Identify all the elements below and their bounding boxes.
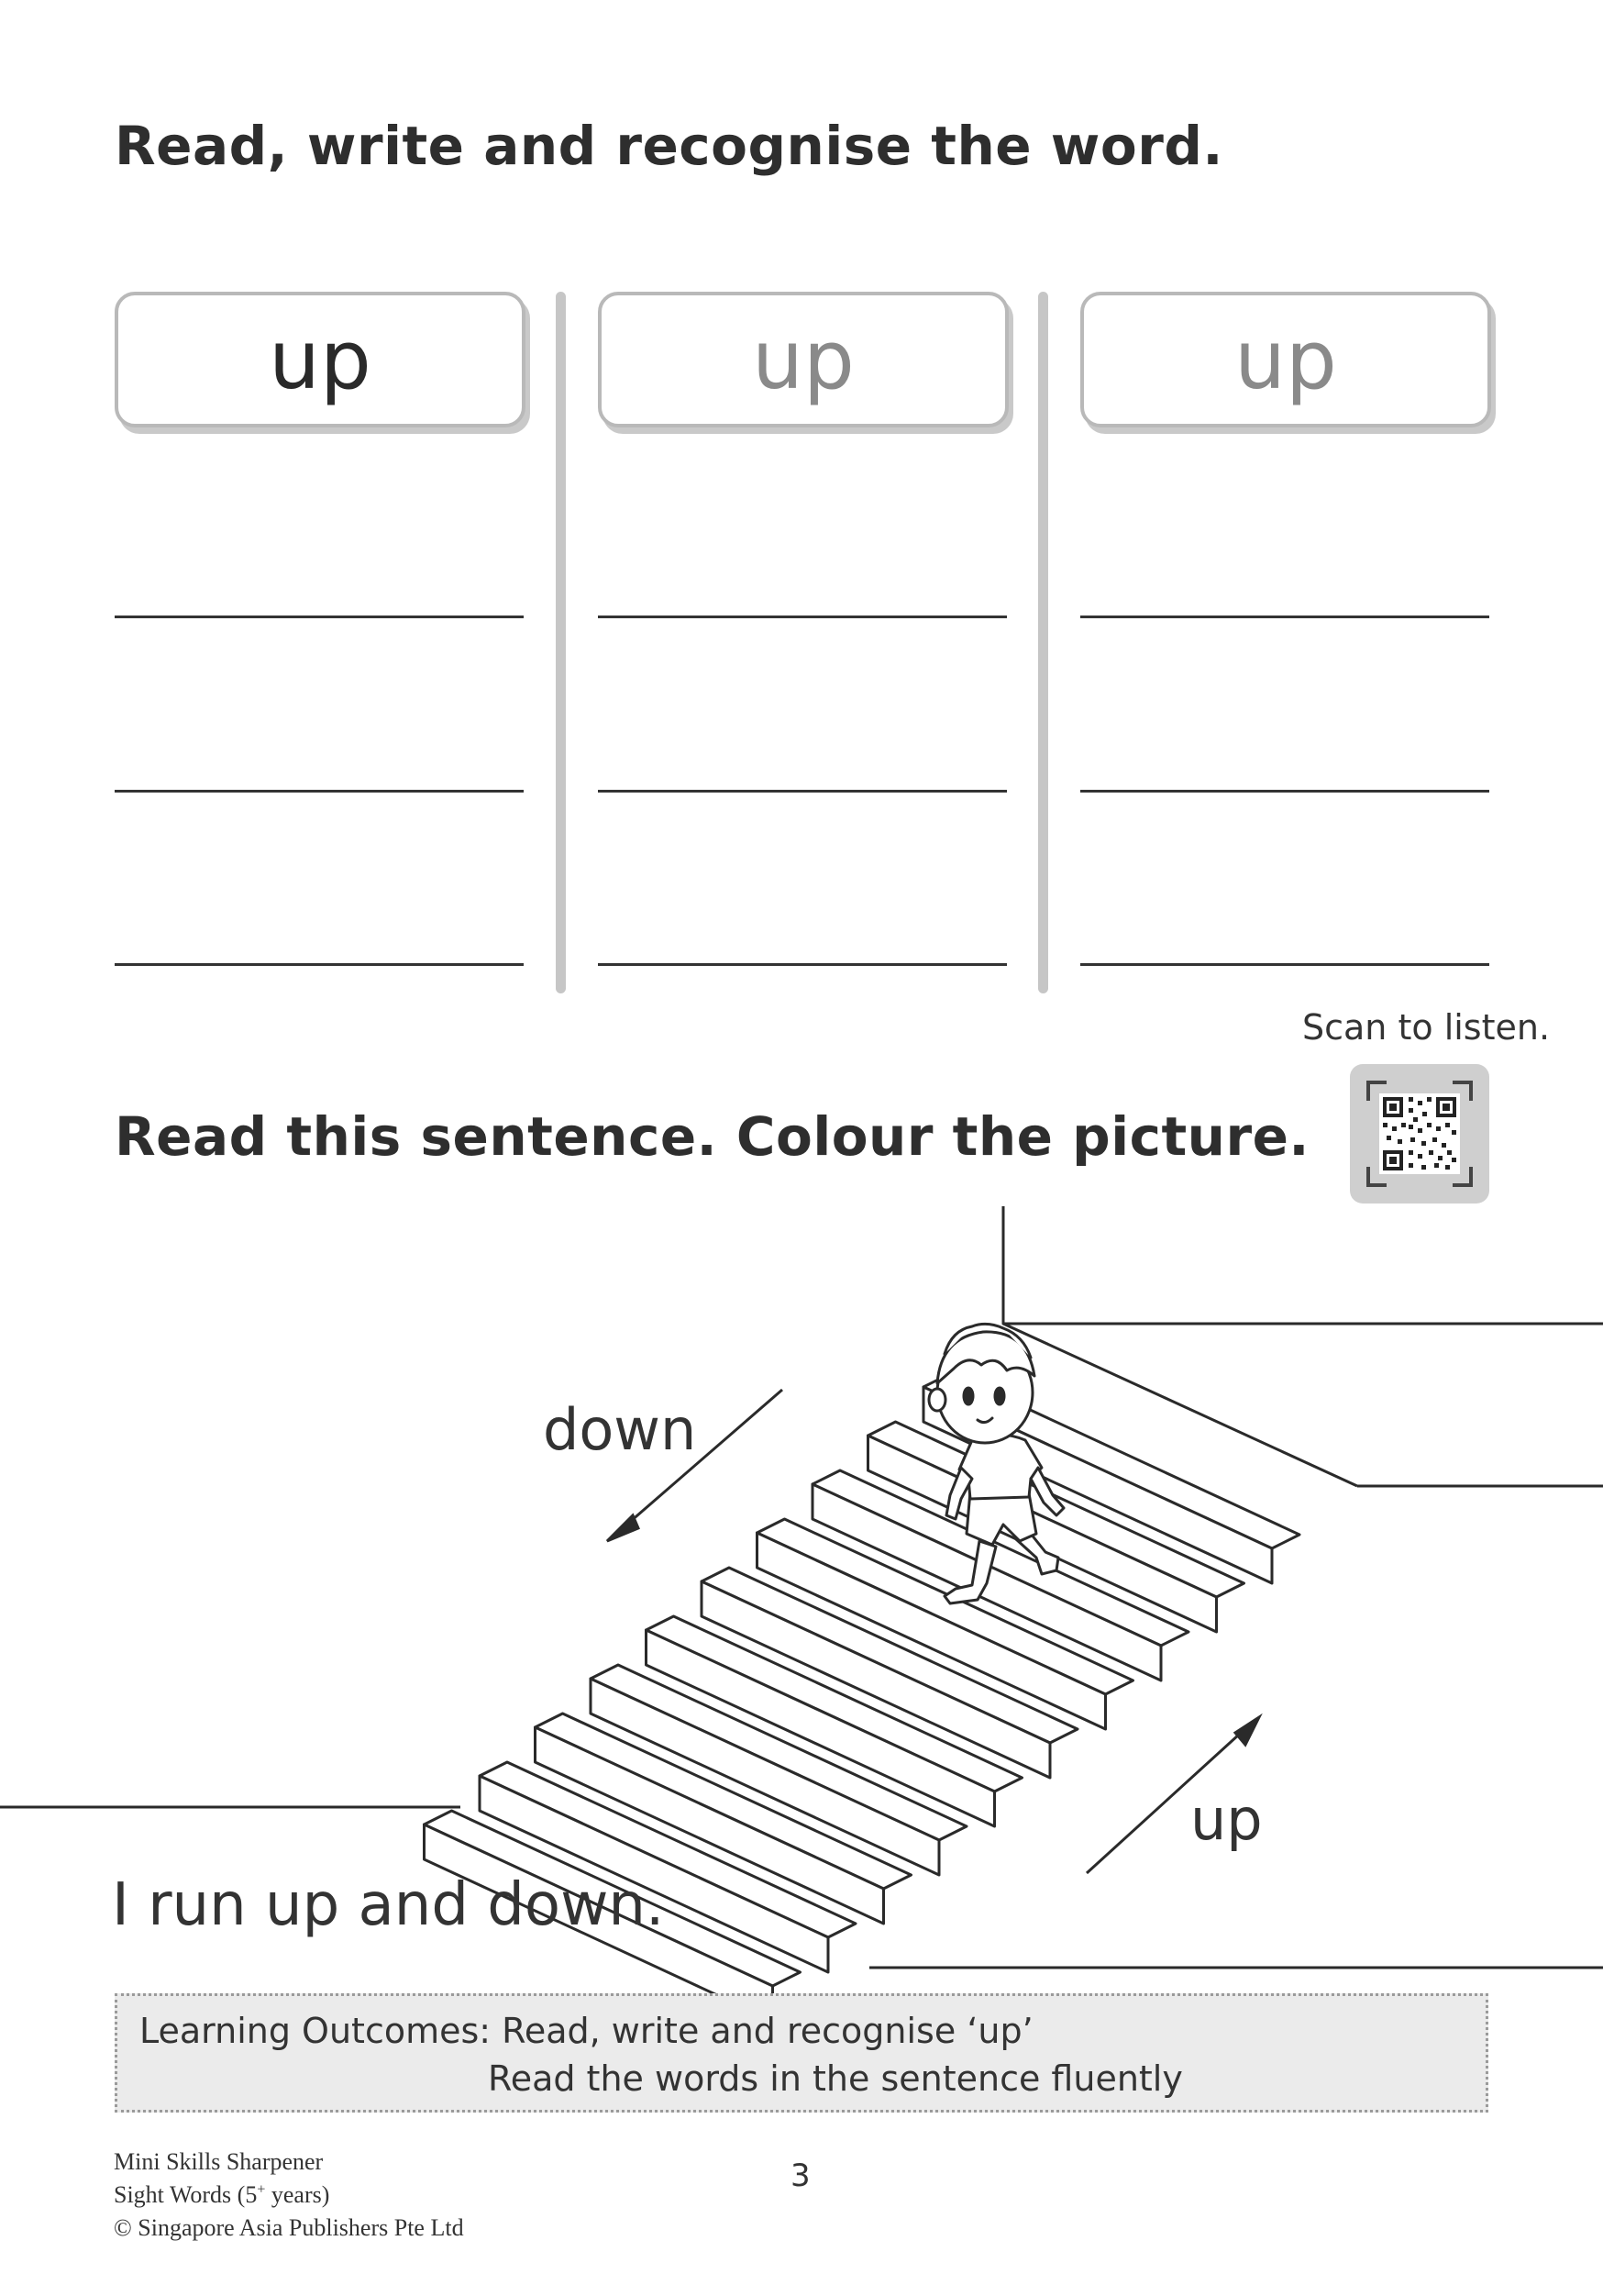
- footer-copyright: © Singapore Asia Publishers Pte Ltd: [114, 2214, 464, 2241]
- writing-line[interactable]: [115, 963, 524, 966]
- word-box-grey: up: [598, 292, 1009, 427]
- writing-line[interactable]: [1080, 963, 1489, 966]
- writing-line[interactable]: [598, 963, 1007, 966]
- arrow-down-left-icon: [607, 1515, 638, 1541]
- label-up: up: [1190, 1786, 1263, 1853]
- section-heading-colour: Read this sentence. Colour the picture.: [115, 1105, 1310, 1168]
- footer-book-sup: +: [257, 2181, 266, 2198]
- learning-outcome-line: Read the words in the sentence fluently: [488, 2058, 1183, 2099]
- writing-line[interactable]: [115, 790, 524, 793]
- word-box-grey: up: [1080, 292, 1491, 427]
- writing-line[interactable]: [1080, 790, 1489, 793]
- footer-book-title: [114, 2181, 329, 2209]
- label-down: down: [543, 1396, 697, 1463]
- word-box-dark: up: [115, 292, 525, 427]
- scan-to-listen-label: Scan to listen.: [1302, 1007, 1551, 1048]
- landing-edge: [1003, 1206, 1603, 1324]
- page-number: 3: [790, 2157, 811, 2194]
- footer-book-title-text: Sight Words (5: [114, 2181, 258, 2208]
- writing-line[interactable]: [598, 616, 1007, 618]
- writing-line[interactable]: [1080, 616, 1489, 618]
- section-heading-write: Read, write and recognise the word.: [115, 115, 1223, 177]
- column-divider: [556, 292, 566, 993]
- qr-code-icon[interactable]: [1350, 1064, 1489, 1203]
- column-divider: [1038, 292, 1048, 993]
- writing-line[interactable]: [115, 616, 524, 618]
- learning-outcome-line: Learning Outcomes: Read, write and recognise ‘up’: [139, 2011, 1034, 2051]
- writing-line[interactable]: [598, 790, 1007, 793]
- footer-book-suffix: years): [265, 2181, 330, 2208]
- arrow-up-right-icon: [1235, 1717, 1259, 1745]
- learning-outcomes-box: [115, 1993, 1488, 2113]
- practice-sentence: I run up and down.: [112, 1871, 665, 1939]
- footer-series: Mini Skills Sharpener: [114, 2148, 324, 2175]
